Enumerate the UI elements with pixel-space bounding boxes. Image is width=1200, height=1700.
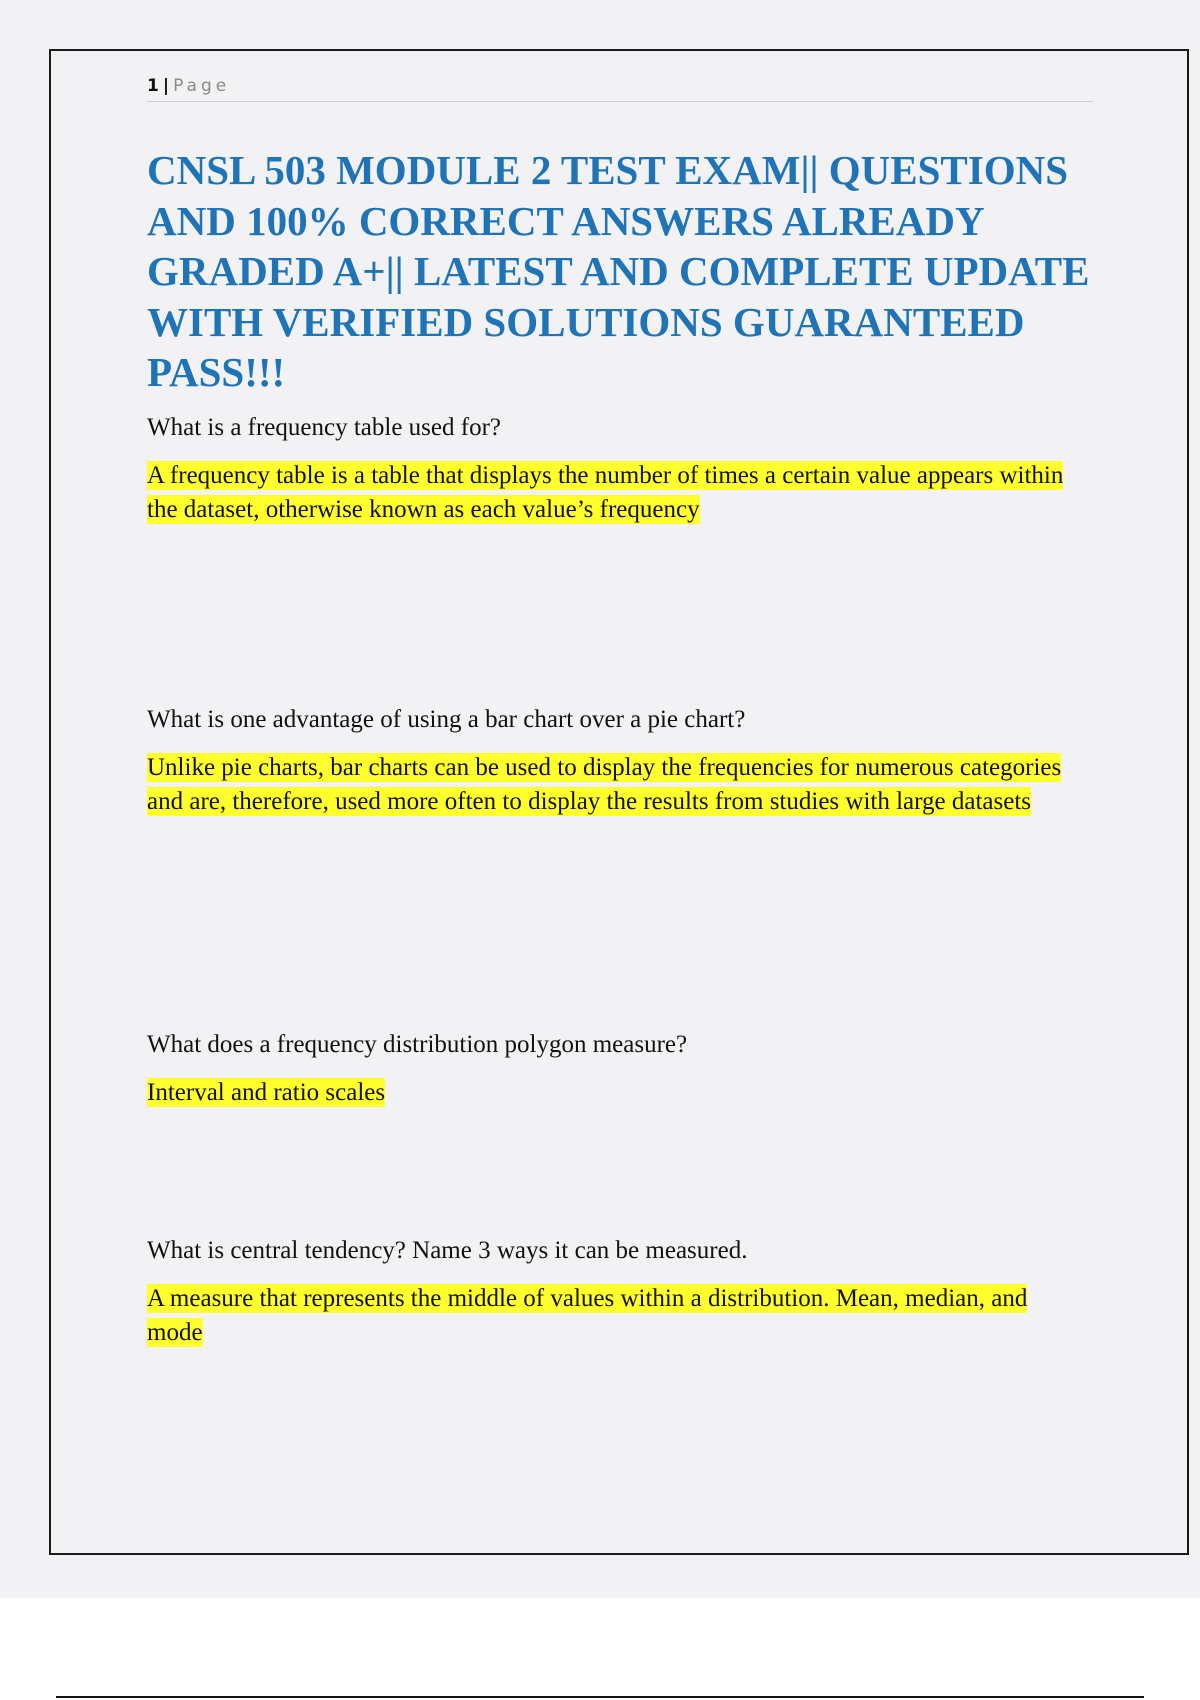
qa-block-4: [147, 1234, 1107, 1350]
page-header-separator: |: [162, 76, 170, 96]
qa-block-1: [147, 411, 1107, 527]
document-title: CNSL 503 MODULE 2 TEST EXAM|| QUESTIONS AND 100% CORRECT ANSWERS ALREADY GRADED A+|| LATEST AND COMPLETE UPDATE WITH VERIFIED SOLUTIONS GUARANTEED PASS!!!: [147, 147, 1090, 395]
page-border-frame: [49, 49, 1189, 1555]
page-label: Page: [173, 76, 231, 96]
next-page-top-rule: [56, 1696, 1144, 1698]
question-4: What is central tendency? Name 3 ways it can be measured.: [147, 1237, 748, 1264]
question-2: What is one advantage of using a bar chart over a pie chart?: [147, 706, 746, 733]
page-number: 1: [147, 76, 159, 96]
answer-2: [147, 751, 1087, 819]
question-1: What is a frequency table used for?: [147, 414, 502, 441]
answer-4-highlight: A measure that represents the middle of values within a distribution. Mean, median, and mode: [147, 1285, 1028, 1346]
answer-1-highlight: A frequency table is a table that displays the number of times a certain value appears within the dataset, otherwise known as each value’s frequency: [147, 462, 1064, 523]
page-header: [147, 75, 1093, 102]
qa-block-2: [147, 703, 1107, 819]
qa-block-3: [147, 1028, 1107, 1110]
question-3: What does a frequency distribution polygon measure?: [147, 1031, 688, 1058]
answer-3-highlight: Interval and ratio scales: [147, 1079, 386, 1106]
answer-1: [147, 459, 1087, 527]
answer-4: [147, 1282, 1087, 1350]
answer-2-highlight: Unlike pie charts, bar charts can be used to display the frequencies for numerous categories and are, therefore, used more often to display the results from studies with large datasets: [147, 754, 1062, 815]
answer-3: [147, 1076, 1087, 1110]
